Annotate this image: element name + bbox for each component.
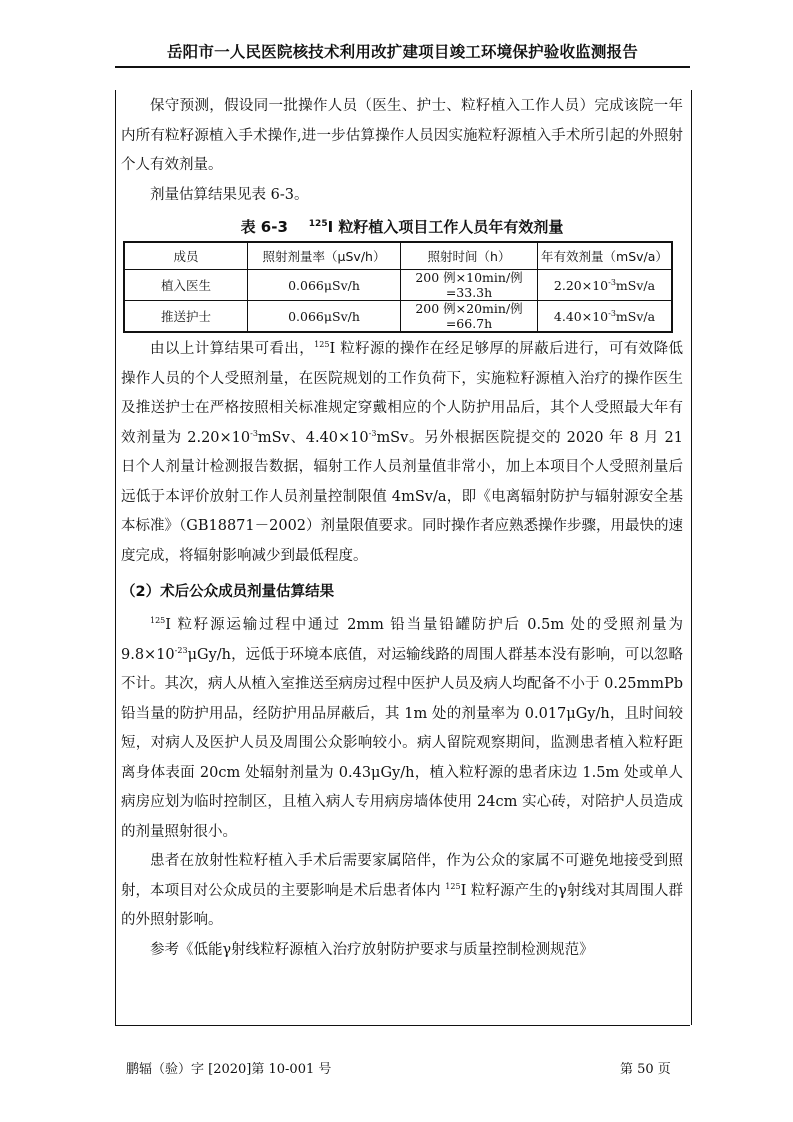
exponent-superscript: -3	[368, 428, 377, 438]
text-span: I 粒籽源产生的γ射线对其周围人群的外照射影响。	[121, 882, 683, 928]
page-header-title: 岳阳市一人民医院核技术利用改扩建项目竣工环境保护验收监测报告	[166, 43, 638, 61]
isotope-superscript: 125	[445, 881, 461, 891]
paragraph-reference: 参考《低能γ射线粒籽源植入治疗放射防护要求与质量控制检测规范》	[150, 941, 594, 958]
table-caption	[121, 216, 683, 237]
paragraph-public-dose	[121, 611, 683, 847]
cell-dose-exponent: -3	[608, 277, 616, 287]
table-row	[124, 301, 672, 333]
cell-time	[401, 270, 538, 301]
cell-rate: 0.066μSv/h	[248, 270, 401, 301]
cell-dose-base: 4.40×10	[553, 308, 609, 324]
header-dose: 年有效剂量（mSv/a）	[538, 242, 673, 270]
paragraph-result-analysis	[121, 335, 683, 571]
cell-time-line2: =33.3h	[445, 285, 493, 300]
cell-dose	[538, 301, 673, 333]
isotope-superscript: 125	[314, 340, 330, 350]
text-span: 由以上计算结果可看出，	[150, 341, 315, 357]
table-header-row	[124, 242, 672, 270]
cell-dose-unit: mSv/a	[615, 308, 656, 324]
exponent-superscript: -3	[250, 428, 258, 438]
exponent-superscript: -23	[174, 645, 188, 655]
report-number: 鹏辐（验）字 [2020]第 10-001 号	[126, 1062, 332, 1077]
cell-time-line1: 200 例×20min/例	[415, 301, 523, 316]
text-span: mSv、4.40×10	[257, 429, 369, 446]
cell-dose-base: 2.20×10	[553, 277, 609, 293]
header-rule	[115, 66, 690, 68]
text-span: 患者在放射性粒籽植入手术后需要家属陪伴，作为公众的家属不可避免地接受到照射，本项目对公众成员的主要影响是术后患者体内	[121, 853, 683, 899]
content-area	[121, 92, 683, 965]
page-number: 第 50 页	[620, 1062, 671, 1077]
table-caption-prefix: 表 6-3	[240, 218, 288, 236]
cell-member: 推送护士	[124, 301, 248, 333]
cell-time	[401, 301, 538, 333]
text-span: I 粒籽源的操作在经足够厚的屏蔽后进行，可有效降低操作人员的个人受照剂量，在医院规划的工作负荷下，实施粒籽源植入治疗的操作医生及推送护士在严格按照相关标准规定穿戴相应的个人防护用品后，其个人受照最大年有效剂量为 2.20×10	[121, 341, 683, 446]
cell-dose-exponent: -3	[608, 308, 616, 318]
cell-member: 植入医生	[124, 270, 248, 301]
paragraph-assumption: 保守预测，假设同一批操作人员（医生、护士、粒籽植入工作人员）完成该院一年内所有粒籽源植入手术操作,进一步估算操作人员因实施粒籽源植入手术所引起的外照射个人有效剂量。	[121, 98, 683, 173]
cell-time-line2: =66.7h	[445, 316, 493, 331]
footer-rule	[115, 1025, 690, 1026]
text-span: mSv。另外根据医院提交的 2020 年 8 月 21 日个人剂量计检测报告数据，辐射工作人员剂量值非常小，加上本项目个人受照剂量后远低于本评价放射工作人员剂量控制限值 4mSv/a，即《电离辐射防护与辐射源安全基本标准》（GB18871－2002）剂量限值要求。同时操作者应熟悉操作步骤，用最快的速度完成，将辐射影响减少到最低程度。	[121, 429, 684, 564]
text-span: I 粒籽源运输过程中通过 2mm 铅当量铅罐防护后 0.5m 处的受照剂量为 9.8×10	[121, 617, 683, 663]
text-span: μGy/h，远低于环境本底值，对运输线路的周围人群基本没有影响，可以忽略不计。其次，病人从植入室推送至病房过程中医护人员及病人均配备不小于 0.25mmPb 铅当量的防护用品，经防护用品屏蔽后，其 1m 处的剂量率为 0.017μGy/h，且时间较短，对病人及医护人员及周围公众影响较小。病人留院观察期间，监测患者植入粒籽距离身体表面 20cm 处辐射剂量为 0.43μGy/h，植入粒籽源的患者床边 1.5m 处或单人病房应划为临时控制区，且植入病人专用病房墙体使用 24cm 实心砖，对陪护人员造成的剂量照射很小。	[121, 646, 683, 840]
section-subheading: （2）术后公众成员剂量估算结果	[121, 584, 335, 600]
isotope-superscript: 125	[150, 616, 166, 626]
cell-time-line1: 200 例×10min/例	[415, 270, 523, 285]
header-time: 照射时间（h）	[401, 242, 538, 270]
table-caption-text: I 粒籽植入项目工作人员年有效剂量	[327, 218, 564, 236]
paragraph-family-exposure	[121, 847, 683, 936]
table-row	[124, 270, 672, 301]
cell-dose	[538, 270, 673, 301]
cell-rate: 0.066μSv/h	[248, 301, 401, 333]
paragraph-table-ref: 剂量估算结果见表 6-3。	[150, 186, 309, 203]
isotope-superscript: 125	[308, 219, 328, 229]
dose-table	[123, 241, 673, 333]
header-member: 成员	[124, 242, 248, 270]
cell-dose-unit: mSv/a	[615, 277, 656, 293]
header-rate: 照射剂量率（μSv/h）	[248, 242, 401, 270]
